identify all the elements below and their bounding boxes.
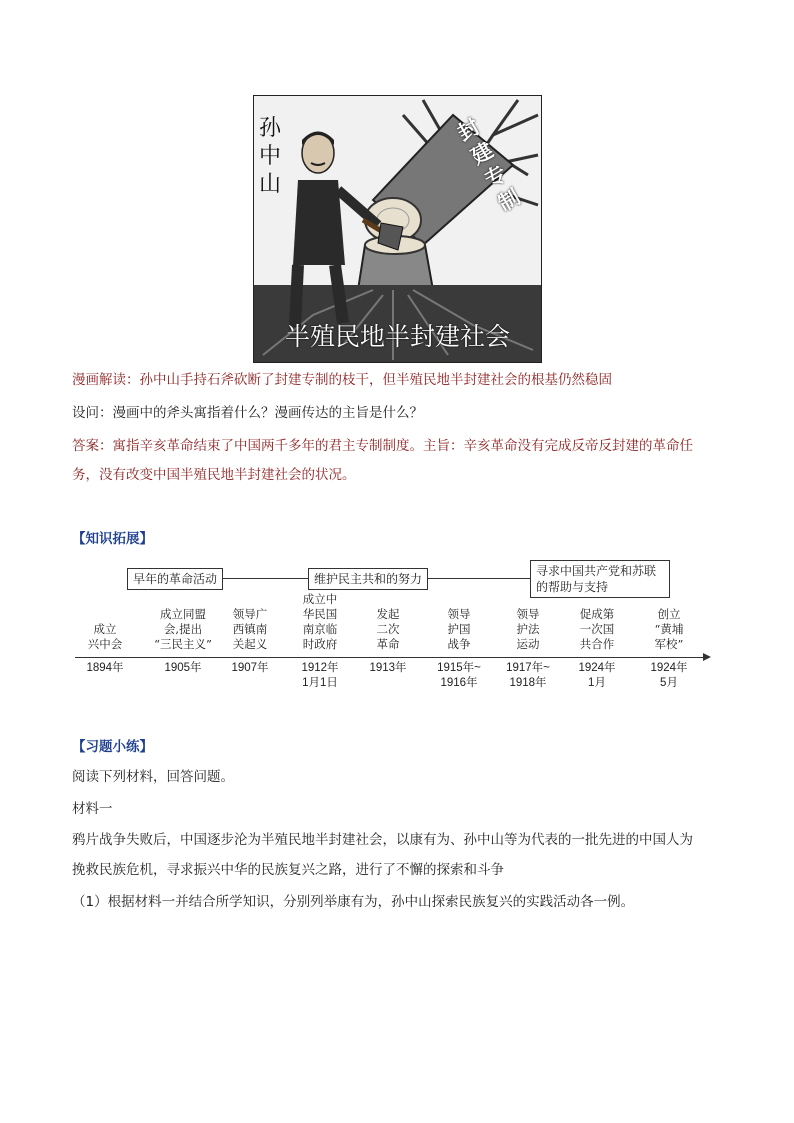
timeline-event-5: 发起 二次 革命 [376,607,400,651]
timeline-year-7: 1917年~ 1918年 [506,662,550,689]
phase-box-republic: 维护民主共和的努力 [308,568,428,590]
cartoon-question: 设问：漫画中的斧头寓指着什么？漫画传达的主旨是什么？ [72,405,423,421]
timeline-event-2: 成立同盟 会,提出 “三民主义” [154,607,212,651]
timeline-event-9: 创立 “黄埔 军校” [654,607,684,651]
timeline-diagram [75,560,715,700]
timeline-year-2: 1905年 [164,662,202,674]
cartoon-answer-line1: 答案：寓指辛亥革命结束了中国两千多年的君主专制制度。主旨：辛亥革命没有完成反帝反封建的革命任 [72,438,693,454]
timeline-year-3: 1907年 [231,662,269,674]
cartoon-interpretation: 漫画解读：孙中山手持石斧砍断了封建专制的枝干，但半殖民地半封建社会的根基仍然稳固 [72,372,612,388]
phase-label-cooperation: 寻求中国共产党和苏联的帮助与支持 [536,564,657,594]
timeline-event-6: 领导 护国 战争 [447,607,471,651]
material-line1: 鸦片战争失败后，中国逐步沦为半殖民地半封建社会，以康有为、孙中山等为代表的一批先进的中国人为 [72,832,693,848]
timeline-event-8: 促成第 一次国 共合作 [579,607,615,651]
timeline-axis [75,657,705,658]
timeline-year-6: 1915年~ 1916年 [437,662,481,689]
timeline-year-9: 1924年 5月 [650,662,688,689]
material-line2: 挽救民族危机，寻求振兴中华的民族复兴之路，进行了不懈的探索和斗争 [72,862,504,878]
exercise-intro: 阅读下列材料，回答问题。 [72,769,234,785]
cartoon-image [253,95,542,363]
cartoon-ground-label: 半殖民地半封建社会 [284,322,510,351]
phase-box-early: 早年的革命活动 [127,568,223,590]
timeline-event-3: 领导广 西镇南 关起义 [232,607,268,651]
timeline-event-1: 成立 兴中会 [87,622,123,651]
timeline-arrow [703,653,711,661]
cartoon-person-label: 孙中山 [259,116,282,197]
timeline-year-5: 1913年 [369,662,407,674]
timeline-event-7: 领导 护法 运动 [516,607,540,651]
exercise-heading: 【习题小练】 [72,739,153,755]
exercise-question1: （1）根据材料一并结合所学知识，分别列举康有为，孙中山探索民族复兴的实践活动各一例。 [72,894,635,910]
phase-box-cooperation [530,560,670,598]
knowledge-heading: 【知识拓展】 [72,531,153,547]
material-label: 材料一 [72,801,113,817]
cartoon-answer-line2: 务，没有改变中国半殖民地半封建社会的状况。 [72,467,356,483]
timeline-year-1: 1894年 [86,662,124,674]
cartoon-trunk-label: 封建专制 [453,113,525,216]
timeline-year-8: 1924年 1月 [578,662,616,689]
timeline-event-4: 成立中 华民国 南京临 时政府 [302,592,338,651]
timeline-year-4: 1912年 1月1日 [301,662,339,689]
